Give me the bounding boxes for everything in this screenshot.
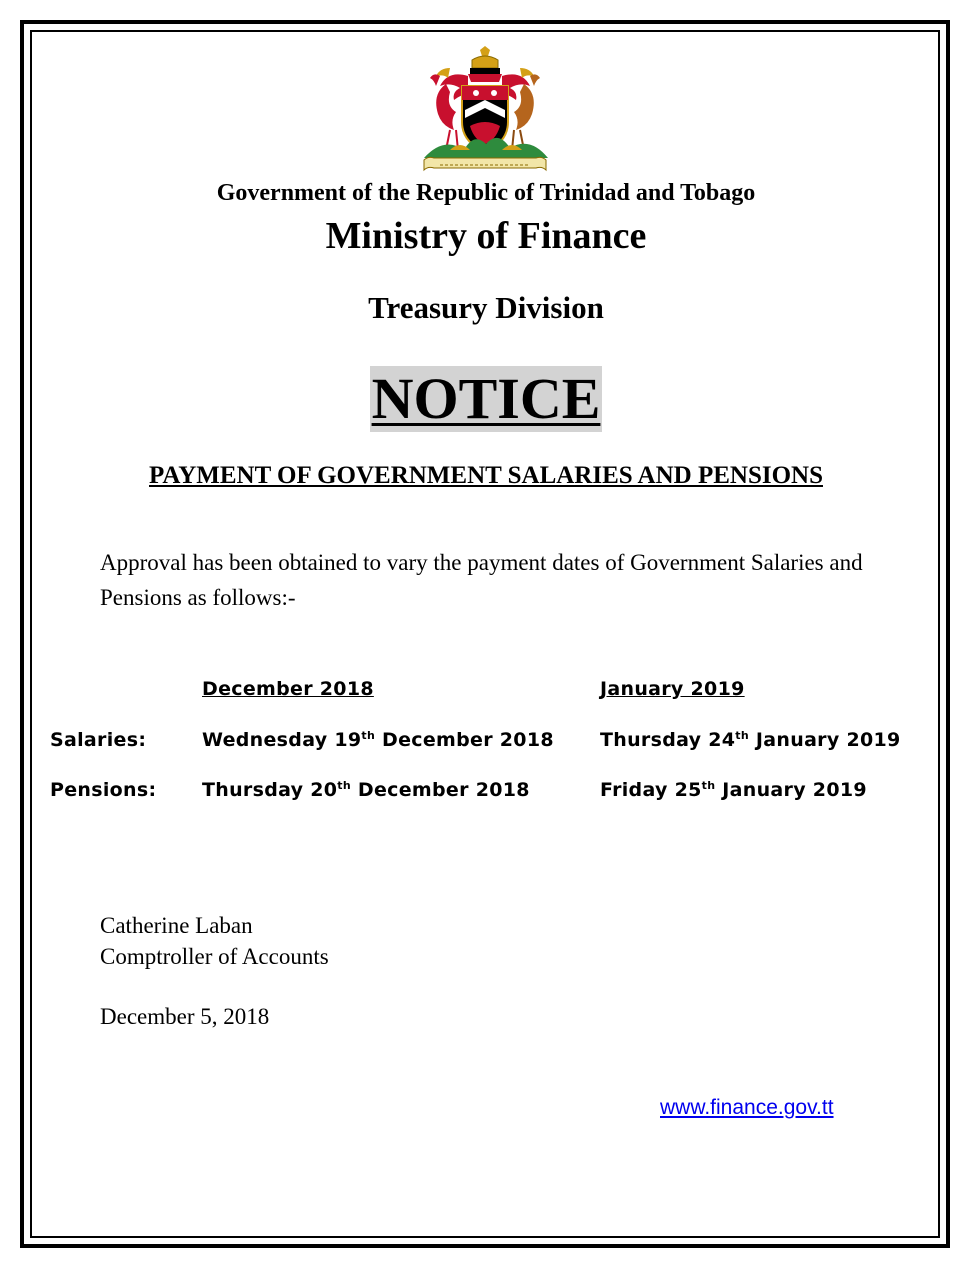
salaries-december-date: Wednesday 19th December 2018: [202, 729, 554, 751]
government-heading: Government of the Republic of Trinidad and Tobago: [216, 180, 756, 206]
pensions-january-date: Friday 25th January 2019: [600, 779, 867, 801]
notice-subject: PAYMENT OF GOVERNMENT SALARIES AND PENSIONS: [149, 462, 823, 489]
column-header-december: December 2018: [202, 678, 374, 700]
ministry-heading: Ministry of Finance: [325, 215, 647, 257]
salaries-january-date: Thursday 24th January 2019: [600, 729, 901, 751]
website-link[interactable]: www.finance.gov.tt: [660, 1096, 834, 1119]
inner-border: [30, 30, 940, 1238]
row-label-salaries: Salaries:: [50, 729, 147, 751]
notice-heading: NOTICE: [371, 366, 601, 431]
coat-of-arms-icon: [410, 46, 560, 178]
column-header-january: January 2019: [600, 678, 745, 700]
row-label-pensions: Pensions:: [50, 779, 157, 801]
notice-body: Approval has been obtained to vary the payment dates of Government Salaries and Pensions as follows:-: [100, 550, 863, 610]
notice-heading-wrap: [0, 366, 972, 432]
division-heading: Treasury Division: [368, 290, 604, 325]
notice-date: December 5, 2018: [100, 1004, 270, 1029]
pensions-december-date: Thursday 20th December 2018: [202, 779, 530, 801]
signatory-title: Comptroller of Accounts: [100, 944, 329, 969]
signatory-name: Catherine Laban: [100, 913, 253, 938]
